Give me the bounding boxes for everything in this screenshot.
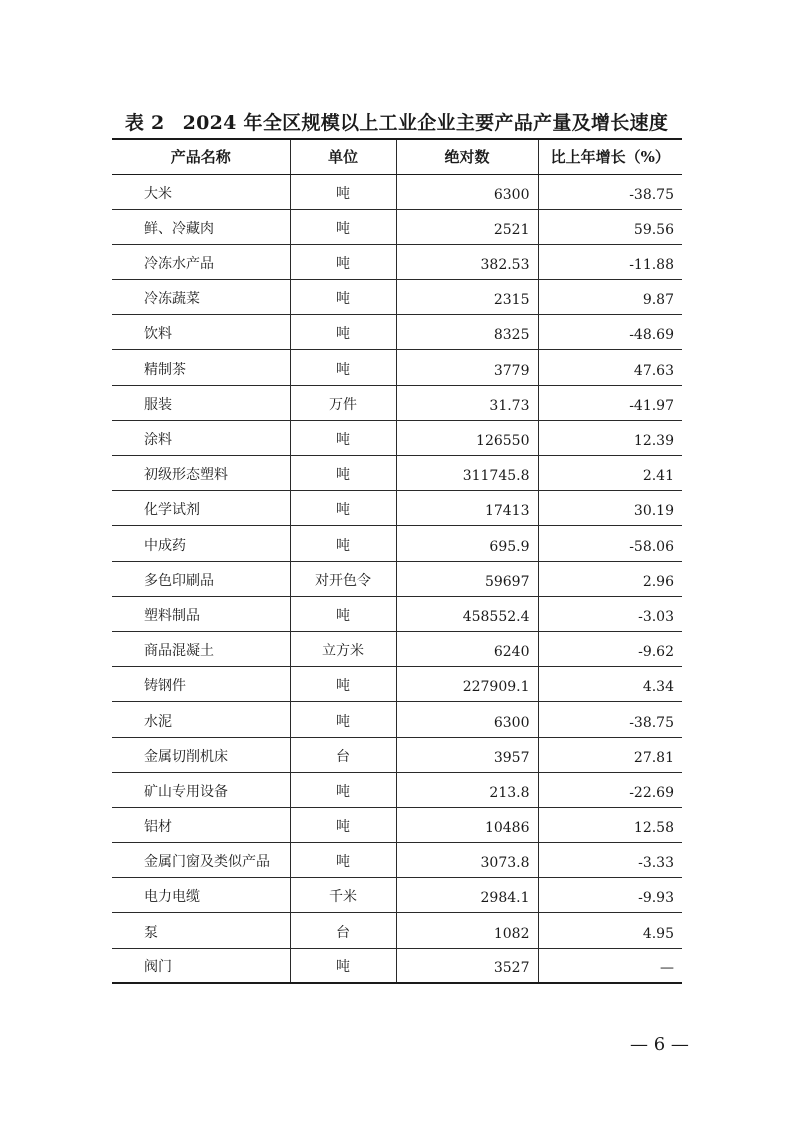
product-name-cell: 中成药 xyxy=(112,526,290,561)
column-header-product-name: 产品名称 xyxy=(112,139,290,174)
unit-cell: 吨 xyxy=(290,420,396,455)
absolute-value-cell: 695.9 xyxy=(396,526,538,561)
unit-cell: 吨 xyxy=(290,702,396,737)
product-name-cell: 化学试剂 xyxy=(112,491,290,526)
product-name-cell: 铝材 xyxy=(112,807,290,842)
product-name-cell: 精制茶 xyxy=(112,350,290,385)
unit-cell: 吨 xyxy=(290,807,396,842)
table-row xyxy=(112,737,682,772)
unit-cell: 立方米 xyxy=(290,631,396,666)
unit-cell: 吨 xyxy=(290,948,396,983)
product-name-cell: 多色印刷品 xyxy=(112,561,290,596)
absolute-value-cell: 213.8 xyxy=(396,772,538,807)
absolute-value-cell: 227909.1 xyxy=(396,667,538,702)
product-name-cell: 冷冻蔬菜 xyxy=(112,280,290,315)
absolute-value-cell: 6300 xyxy=(396,702,538,737)
table-row xyxy=(112,878,682,913)
unit-cell: 台 xyxy=(290,737,396,772)
table-row xyxy=(112,491,682,526)
column-header-growth-rate: 比上年增长（%） xyxy=(538,139,682,174)
unit-cell: 吨 xyxy=(290,174,396,209)
table-title-text: 2024 年全区规模以上工业企业主要产品产量及增长速度 xyxy=(182,112,669,134)
table-row xyxy=(112,315,682,350)
unit-cell: 吨 xyxy=(290,209,396,244)
growth-rate-cell: -22.69 xyxy=(538,772,682,807)
table-row xyxy=(112,244,682,279)
growth-rate-cell: 4.34 xyxy=(538,667,682,702)
growth-rate-cell: -41.97 xyxy=(538,385,682,420)
product-name-cell: 商品混凝土 xyxy=(112,631,290,666)
absolute-value-cell: 3527 xyxy=(396,948,538,983)
table-body xyxy=(112,174,682,983)
product-name-cell: 塑料制品 xyxy=(112,596,290,631)
growth-rate-cell: 30.19 xyxy=(538,491,682,526)
absolute-value-cell: 6300 xyxy=(396,174,538,209)
product-output-table xyxy=(112,138,682,984)
unit-cell: 万件 xyxy=(290,385,396,420)
table-title xyxy=(0,108,793,135)
product-name-cell: 阀门 xyxy=(112,948,290,983)
product-name-cell: 鲜、冷藏肉 xyxy=(112,209,290,244)
unit-cell: 吨 xyxy=(290,350,396,385)
growth-rate-cell: -38.75 xyxy=(538,702,682,737)
unit-cell: 吨 xyxy=(290,244,396,279)
table-row xyxy=(112,526,682,561)
unit-cell: 吨 xyxy=(290,667,396,702)
growth-rate-cell: 27.81 xyxy=(538,737,682,772)
unit-cell: 台 xyxy=(290,913,396,948)
absolute-value-cell: 2315 xyxy=(396,280,538,315)
table-row xyxy=(112,667,682,702)
growth-rate-cell: — xyxy=(538,948,682,983)
growth-rate-cell: 4.95 xyxy=(538,913,682,948)
growth-rate-cell: 59.56 xyxy=(538,209,682,244)
table-header-row xyxy=(112,139,682,174)
growth-rate-cell: 2.96 xyxy=(538,561,682,596)
growth-rate-cell: -48.69 xyxy=(538,315,682,350)
absolute-value-cell: 3073.8 xyxy=(396,843,538,878)
growth-rate-cell: 12.58 xyxy=(538,807,682,842)
growth-rate-cell: 47.63 xyxy=(538,350,682,385)
growth-rate-cell: -3.33 xyxy=(538,843,682,878)
unit-cell: 对开色令 xyxy=(290,561,396,596)
unit-cell: 吨 xyxy=(290,456,396,491)
absolute-value-cell: 10486 xyxy=(396,807,538,842)
table-row xyxy=(112,420,682,455)
absolute-value-cell: 382.53 xyxy=(396,244,538,279)
unit-cell: 千米 xyxy=(290,878,396,913)
unit-cell: 吨 xyxy=(290,843,396,878)
table-row xyxy=(112,948,682,983)
growth-rate-cell: -58.06 xyxy=(538,526,682,561)
growth-rate-cell: -11.88 xyxy=(538,244,682,279)
product-name-cell: 涂料 xyxy=(112,420,290,455)
product-name-cell: 电力电缆 xyxy=(112,878,290,913)
product-name-cell: 初级形态塑料 xyxy=(112,456,290,491)
product-name-cell: 大米 xyxy=(112,174,290,209)
absolute-value-cell: 2984.1 xyxy=(396,878,538,913)
product-name-cell: 冷冻水产品 xyxy=(112,244,290,279)
product-name-cell: 水泥 xyxy=(112,702,290,737)
absolute-value-cell: 6240 xyxy=(396,631,538,666)
unit-cell: 吨 xyxy=(290,596,396,631)
absolute-value-cell: 31.73 xyxy=(396,385,538,420)
absolute-value-cell: 1082 xyxy=(396,913,538,948)
table-number: 表 2 xyxy=(124,112,165,134)
absolute-value-cell: 458552.4 xyxy=(396,596,538,631)
growth-rate-cell: -9.62 xyxy=(538,631,682,666)
growth-rate-cell: -9.93 xyxy=(538,878,682,913)
table-row xyxy=(112,280,682,315)
column-header-unit: 单位 xyxy=(290,139,396,174)
table-row xyxy=(112,209,682,244)
product-name-cell: 服装 xyxy=(112,385,290,420)
table-row xyxy=(112,807,682,842)
column-header-absolute-value: 绝对数 xyxy=(396,139,538,174)
absolute-value-cell: 3957 xyxy=(396,737,538,772)
unit-cell: 吨 xyxy=(290,280,396,315)
absolute-value-cell: 59697 xyxy=(396,561,538,596)
absolute-value-cell: 8325 xyxy=(396,315,538,350)
absolute-value-cell: 126550 xyxy=(396,420,538,455)
table-row xyxy=(112,561,682,596)
table-row xyxy=(112,350,682,385)
unit-cell: 吨 xyxy=(290,526,396,561)
product-name-cell: 金属切削机床 xyxy=(112,737,290,772)
table-row xyxy=(112,596,682,631)
table-row xyxy=(112,843,682,878)
page-number: — 6 — xyxy=(630,1034,689,1055)
product-name-cell: 饮料 xyxy=(112,315,290,350)
unit-cell: 吨 xyxy=(290,772,396,807)
growth-rate-cell: 9.87 xyxy=(538,280,682,315)
table-row xyxy=(112,702,682,737)
absolute-value-cell: 311745.8 xyxy=(396,456,538,491)
absolute-value-cell: 2521 xyxy=(396,209,538,244)
absolute-value-cell: 17413 xyxy=(396,491,538,526)
product-name-cell: 铸钢件 xyxy=(112,667,290,702)
table-row xyxy=(112,456,682,491)
unit-cell: 吨 xyxy=(290,491,396,526)
product-name-cell: 泵 xyxy=(112,913,290,948)
product-name-cell: 金属门窗及类似产品 xyxy=(112,843,290,878)
table-row xyxy=(112,174,682,209)
table-row xyxy=(112,631,682,666)
table-row xyxy=(112,772,682,807)
product-name-cell: 矿山专用设备 xyxy=(112,772,290,807)
growth-rate-cell: -3.03 xyxy=(538,596,682,631)
table-row xyxy=(112,385,682,420)
unit-cell: 吨 xyxy=(290,315,396,350)
growth-rate-cell: -38.75 xyxy=(538,174,682,209)
table-row xyxy=(112,913,682,948)
growth-rate-cell: 2.41 xyxy=(538,456,682,491)
absolute-value-cell: 3779 xyxy=(396,350,538,385)
growth-rate-cell: 12.39 xyxy=(538,420,682,455)
